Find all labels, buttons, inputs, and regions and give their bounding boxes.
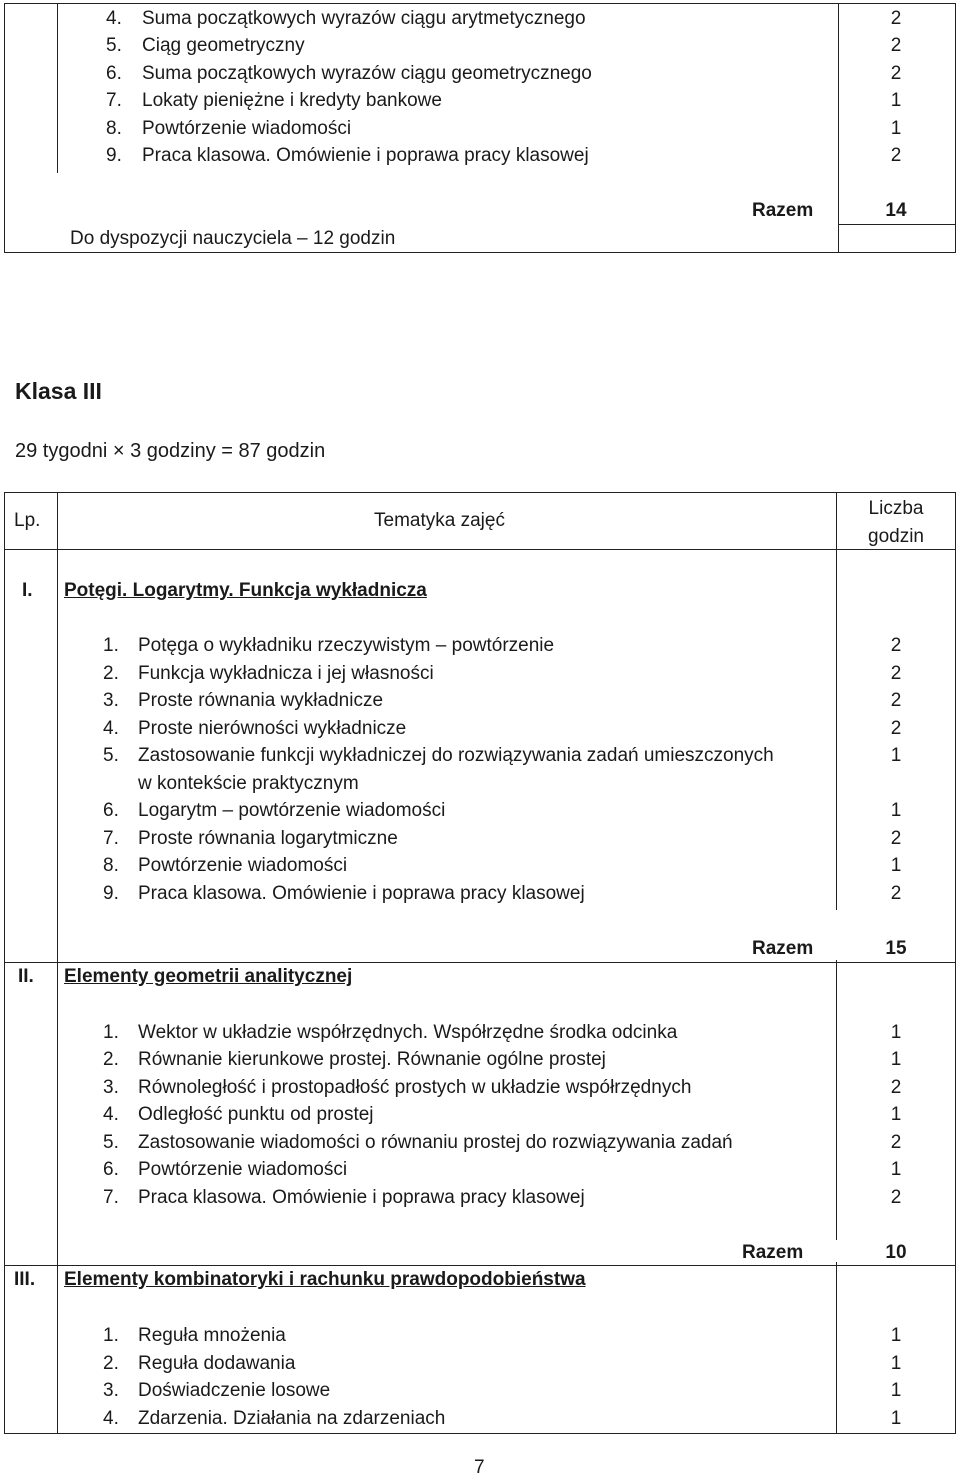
list-item: 6. Suma początkowych wyrazów ciągu geometrycznego 2	[106, 63, 902, 84]
list-item: 7. Praca klasowa. Omówienie i poprawa pracy klasowej 2	[103, 1187, 902, 1208]
list-item: 1. Reguła mnożenia 1	[103, 1325, 902, 1346]
section-number: III.	[14, 1269, 36, 1290]
razem-row: Razem 15	[752, 938, 907, 959]
list-item: 3. Równoległość i prostopadłość prostych w układzie współrzędnych 2	[103, 1077, 902, 1098]
list-item: 6. Logarytm – powtórzenie wiadomości 1	[103, 800, 902, 821]
section-title: Potęgi. Logarytmy. Funkcja wykładnicza	[64, 580, 427, 601]
list-item: 7. Lokaty pieniężne i kredyty bankowe 1	[106, 90, 902, 111]
section-title: Elementy geometrii analitycznej	[64, 966, 353, 987]
page-number: 7	[474, 1457, 485, 1478]
list-item: 1. Potęga o wykładniku rzeczywistym – powtórzenie 2	[103, 635, 902, 656]
teacher-hours-note: Do dyspozycji nauczyciela – 12 godzin	[70, 228, 396, 249]
list-item: 8. Powtórzenie wiadomości 1	[106, 118, 902, 139]
class-hours-summary: 29 tygodni × 3 godziny = 87 godzin	[15, 440, 326, 462]
section-number: I.	[22, 580, 33, 601]
razem-row: Razem 14	[752, 200, 907, 221]
list-item: 4. Odległość punktu od prostej 1	[103, 1104, 902, 1125]
list-item-continuation: w kontekście praktycznym	[138, 773, 359, 794]
list-item: 4. Proste nierówności wykładnicze 2	[103, 718, 902, 739]
list-item: 4. Suma początkowych wyrazów ciągu arytmetycznego 2	[106, 8, 902, 29]
class-heading: Klasa III	[15, 378, 102, 404]
list-item: 7. Proste równania logarytmiczne 2	[103, 828, 902, 849]
list-item: 9. Praca klasowa. Omówienie i poprawa pracy klasowej 2	[106, 145, 902, 166]
list-item: 4. Zdarzenia. Działania na zdarzeniach 1	[103, 1408, 902, 1429]
list-item: 2. Funkcja wykładnicza i jej własności 2	[103, 663, 902, 684]
section-number: II.	[18, 966, 34, 987]
header-hours: Liczba godzin	[868, 498, 924, 547]
list-item: 2. Reguła dodawania 1	[103, 1353, 902, 1374]
list-item: 6. Powtórzenie wiadomości 1	[103, 1159, 902, 1180]
list-item: 8. Powtórzenie wiadomości 1	[103, 855, 902, 876]
list-item: 5. Zastosowanie funkcji wykładniczej do rozwiązywania zadań umieszczonych 1	[103, 745, 902, 766]
section-title: Elementy kombinatoryki i rachunku prawdopodobieństwa	[64, 1269, 586, 1290]
list-item: 5. Zastosowanie wiadomości o równaniu prostej do rozwiązywania zadań 2	[103, 1132, 902, 1153]
list-item: 3. Proste równania wykładnicze 2	[103, 690, 902, 711]
header-lp: Lp.	[14, 510, 41, 531]
header-topic: Tematyka zajęć	[374, 510, 505, 531]
list-item: 5. Ciąg geometryczny 2	[106, 35, 902, 56]
razem-row: Razem 10	[742, 1242, 907, 1263]
list-item: 1. Wektor w układzie współrzędnych. Współrzędne środka odcinka 1	[103, 1022, 902, 1043]
list-item: 9. Praca klasowa. Omówienie i poprawa pracy klasowej 2	[103, 883, 902, 904]
list-item: 3. Doświadczenie losowe 1	[103, 1380, 902, 1401]
list-item: 2. Równanie kierunkowe prostej. Równanie ogólne prostej 1	[103, 1049, 902, 1070]
